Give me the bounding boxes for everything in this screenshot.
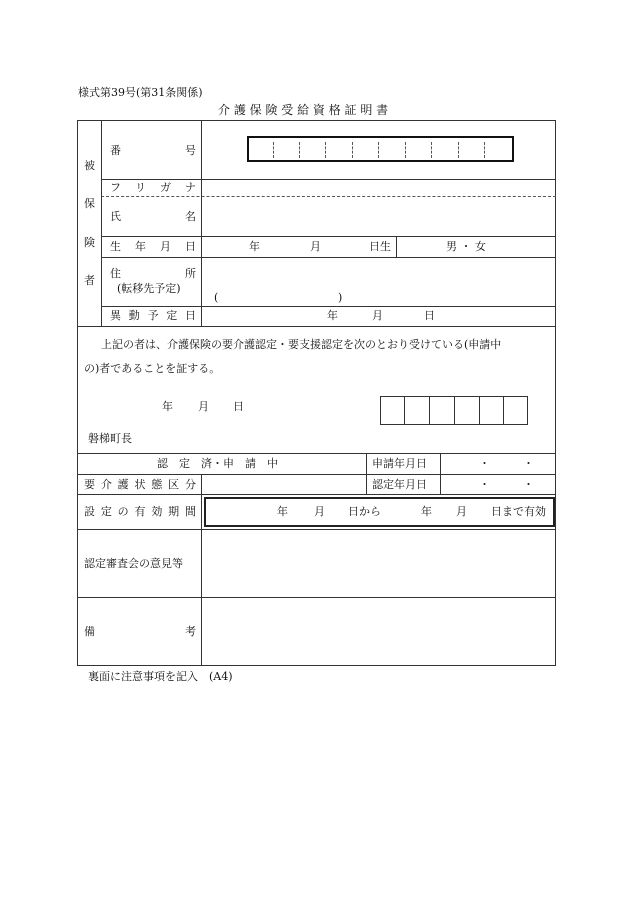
certification-day: 日 xyxy=(233,400,244,413)
code-boxes[interactable] xyxy=(380,396,528,425)
validity-period-label: 設 定 の 有 効 期 間 xyxy=(84,505,196,518)
application-date-value[interactable]: ・ ・ xyxy=(479,457,534,470)
insured-side-label-2: 保 xyxy=(84,197,95,210)
gender-selector[interactable]: 男 ・ 女 xyxy=(446,240,486,253)
transfer-date-label: 異 動 予 定 日 xyxy=(110,309,196,322)
transfer-year: 年 xyxy=(327,309,338,322)
furigana-field[interactable] xyxy=(203,181,554,195)
certification-text-line1: 上記の者は、介護保険の要介護認定・要支援認定を次のとおり受けている(申請中 xyxy=(101,338,502,351)
remarks-label: 備 考 xyxy=(84,625,196,638)
certification-status[interactable]: 認 定 済・申 請 中 xyxy=(157,457,278,470)
validity-from-day: 日から xyxy=(348,505,381,518)
insured-side-label-3: 険 xyxy=(84,236,95,249)
address-label: 住 所 xyxy=(110,267,196,280)
care-level-field[interactable] xyxy=(203,476,364,492)
validity-to-month: 月 xyxy=(456,505,467,518)
transfer-day: 日 xyxy=(424,309,435,322)
form-number: 様式第39号(第31条関係) xyxy=(78,86,203,99)
document-title: 介 護 保 険 受 給 資 格 証 明 書 xyxy=(218,103,389,117)
address-sublabel: (転移先予定) xyxy=(117,282,181,295)
issuer-name: 磐梯町長 xyxy=(88,432,132,445)
birth-day: 日生 xyxy=(369,240,391,253)
address-paren-open: ( xyxy=(214,291,219,304)
address-paren-close: ) xyxy=(338,291,343,304)
insured-number-field[interactable] xyxy=(247,136,514,162)
birth-year: 年 xyxy=(249,240,260,253)
furigana-label: フ リ ガ ナ xyxy=(110,181,196,194)
care-level-label: 要 介 護 状 態 区 分 xyxy=(84,478,196,491)
validity-to-day: 日まで有効 xyxy=(491,505,546,518)
validity-from-year: 年 xyxy=(277,505,288,518)
footer-note: 裏面に注意事項を記入 (A4) xyxy=(88,670,233,683)
application-date-label: 申請年月日 xyxy=(372,457,427,470)
name-label: 氏 名 xyxy=(110,210,196,223)
address-field[interactable] xyxy=(203,259,554,304)
certification-month: 月 xyxy=(198,400,209,413)
insured-side-label-4: 者 xyxy=(84,274,95,287)
cert-date-label: 認定年月日 xyxy=(372,478,427,491)
validity-to-year: 年 xyxy=(421,505,432,518)
committee-opinion-field[interactable] xyxy=(203,531,554,595)
remarks-field[interactable] xyxy=(203,599,554,664)
committee-opinion-label: 認定審査会の意見等 xyxy=(84,557,183,570)
number-label: 番 号 xyxy=(110,144,196,157)
name-field[interactable] xyxy=(203,198,554,234)
certification-text-line2: の)者であることを証する。 xyxy=(84,362,221,375)
birthdate-label: 生 年 月 日 xyxy=(110,240,196,253)
cert-date-value[interactable]: ・ ・ xyxy=(479,478,534,491)
transfer-month: 月 xyxy=(372,309,383,322)
certification-year: 年 xyxy=(162,400,173,413)
birth-month: 月 xyxy=(310,240,321,253)
insured-side-label-1: 被 xyxy=(84,159,95,172)
validity-from-month: 月 xyxy=(314,505,325,518)
